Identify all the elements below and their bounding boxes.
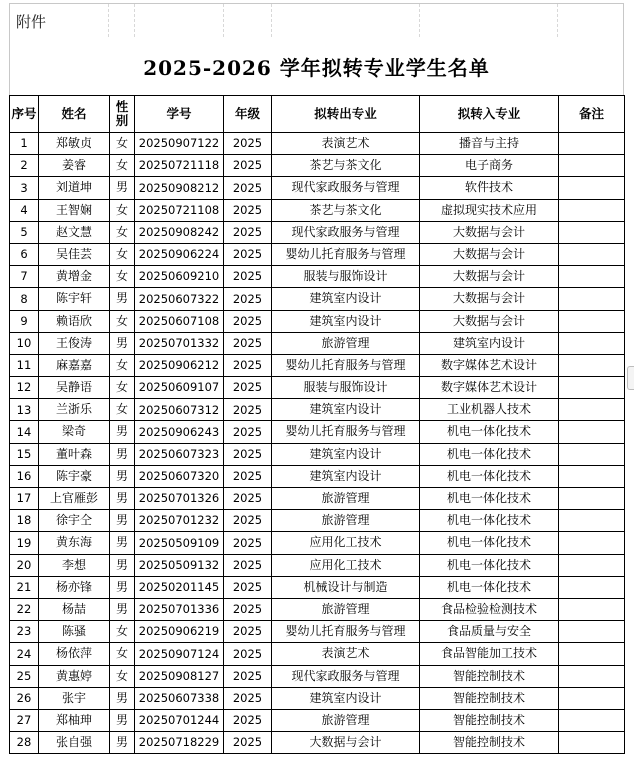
cell-gender: 女 xyxy=(110,643,135,665)
cell-grade: 2025 xyxy=(224,554,272,576)
cell-remark xyxy=(559,621,625,643)
cell-gender: 男 xyxy=(110,332,135,354)
table-row xyxy=(10,532,625,554)
cell-seq: 20 xyxy=(10,554,39,576)
cell-from-major: 建筑室内设计 xyxy=(272,310,420,332)
table-row xyxy=(10,621,625,643)
cell-grade: 2025 xyxy=(224,488,272,510)
cell-from-major: 婴幼儿托育服务与管理 xyxy=(272,421,420,443)
table-row xyxy=(10,665,625,687)
cell-remark xyxy=(559,332,625,354)
cell-name: 吴静语 xyxy=(39,377,110,399)
table-row xyxy=(10,133,625,155)
cell-seq: 13 xyxy=(10,399,39,421)
cell-gender: 男 xyxy=(110,554,135,576)
cell-name: 郑柚珅 xyxy=(39,709,110,731)
cell-grade: 2025 xyxy=(224,155,272,177)
cell-student-id: 20250908212 xyxy=(135,177,224,199)
spreadsheet-sheet xyxy=(9,3,624,754)
table-row xyxy=(10,554,625,576)
cell-name: 姜睿 xyxy=(39,155,110,177)
cell-remark xyxy=(559,310,625,332)
cell-to-major: 虚拟现实技术应用 xyxy=(420,199,559,221)
cell-to-major: 机电一体化技术 xyxy=(420,488,559,510)
table-row xyxy=(10,643,625,665)
cell-student-id: 20250509132 xyxy=(135,554,224,576)
annex-label: 附件 xyxy=(16,13,47,31)
cell-to-major: 播音与主持 xyxy=(420,133,559,155)
cell-grade: 2025 xyxy=(224,177,272,199)
cell-seq: 8 xyxy=(10,288,39,310)
cell-student-id: 20250607312 xyxy=(135,399,224,421)
cell-student-id: 20250701326 xyxy=(135,488,224,510)
cell-to-major: 机电一体化技术 xyxy=(420,421,559,443)
cell-seq: 19 xyxy=(10,532,39,554)
cell-gender: 女 xyxy=(110,377,135,399)
cell-seq: 15 xyxy=(10,443,39,465)
cell-student-id: 20250907122 xyxy=(135,133,224,155)
cell-seq: 23 xyxy=(10,621,39,643)
cell-grade: 2025 xyxy=(224,576,272,598)
cell-to-major: 软件技术 xyxy=(420,177,559,199)
cell-remark xyxy=(559,510,625,532)
cell-name: 李想 xyxy=(39,554,110,576)
cell-student-id: 20250906224 xyxy=(135,243,224,265)
cell-gender: 女 xyxy=(110,354,135,376)
cell-remark xyxy=(559,421,625,443)
cell-student-id: 20250908242 xyxy=(135,221,224,243)
cell-name: 上官雁彭 xyxy=(39,488,110,510)
cell-remark xyxy=(559,709,625,731)
cell-to-major: 食品检验检测技术 xyxy=(420,598,559,620)
cell-to-major: 智能控制技术 xyxy=(420,687,559,709)
cell-grade: 2025 xyxy=(224,665,272,687)
cell-gender: 女 xyxy=(110,221,135,243)
header-from-major: 拟转出专业 xyxy=(272,96,420,133)
cell-gridline xyxy=(108,4,109,37)
cell-name: 王智娴 xyxy=(39,199,110,221)
cell-to-major: 智能控制技术 xyxy=(420,732,559,754)
table-row xyxy=(10,354,625,376)
cell-remark xyxy=(559,377,625,399)
cell-grade: 2025 xyxy=(224,332,272,354)
table-row xyxy=(10,510,625,532)
cell-student-id: 20250701336 xyxy=(135,598,224,620)
cell-remark xyxy=(559,643,625,665)
table-row xyxy=(10,465,625,487)
cell-seq: 28 xyxy=(10,732,39,754)
cell-grade: 2025 xyxy=(224,133,272,155)
cell-seq: 1 xyxy=(10,133,39,155)
cell-gender: 男 xyxy=(110,177,135,199)
cell-gender: 男 xyxy=(110,532,135,554)
cell-from-major: 现代家政服务与管理 xyxy=(272,665,420,687)
cell-gridline xyxy=(557,4,558,37)
table-row xyxy=(10,687,625,709)
cell-seq: 18 xyxy=(10,510,39,532)
cell-name: 张自强 xyxy=(39,732,110,754)
header-to-major: 拟转入专业 xyxy=(420,96,559,133)
cell-to-major: 大数据与会计 xyxy=(420,266,559,288)
cell-gender: 女 xyxy=(110,155,135,177)
cell-to-major: 工业机器人技术 xyxy=(420,399,559,421)
cell-grade: 2025 xyxy=(224,643,272,665)
cell-name: 王俊涛 xyxy=(39,332,110,354)
table-row xyxy=(10,288,625,310)
table-row xyxy=(10,199,625,221)
cell-from-major: 建筑室内设计 xyxy=(272,443,420,465)
table-row xyxy=(10,488,625,510)
cell-name: 麻嘉嘉 xyxy=(39,354,110,376)
cell-seq: 14 xyxy=(10,421,39,443)
cell-from-major: 应用化工技术 xyxy=(272,554,420,576)
cell-name: 梁奇 xyxy=(39,421,110,443)
table-row xyxy=(10,421,625,443)
cell-from-major: 茶艺与茶文化 xyxy=(272,155,420,177)
cell-name: 张宇 xyxy=(39,687,110,709)
cell-from-major: 建筑室内设计 xyxy=(272,288,420,310)
cell-name: 杨亦锋 xyxy=(39,576,110,598)
cell-student-id: 20250607322 xyxy=(135,288,224,310)
cell-name: 刘道坤 xyxy=(39,177,110,199)
cell-name: 杨喆 xyxy=(39,598,110,620)
cell-from-major: 表演艺术 xyxy=(272,643,420,665)
cell-name: 兰浙乐 xyxy=(39,399,110,421)
cell-from-major: 茶艺与茶文化 xyxy=(272,199,420,221)
cell-grade: 2025 xyxy=(224,465,272,487)
cell-from-major: 建筑室内设计 xyxy=(272,399,420,421)
cell-remark xyxy=(559,598,625,620)
cell-to-major: 建筑室内设计 xyxy=(420,332,559,354)
cell-from-major: 表演艺术 xyxy=(272,133,420,155)
cell-grade: 2025 xyxy=(224,221,272,243)
cell-name: 赵文慧 xyxy=(39,221,110,243)
table-row xyxy=(10,266,625,288)
cell-student-id: 20250607320 xyxy=(135,465,224,487)
cell-grade: 2025 xyxy=(224,399,272,421)
cell-student-id: 20250721108 xyxy=(135,199,224,221)
cell-from-major: 婴幼儿托育服务与管理 xyxy=(272,354,420,376)
cell-from-major: 旅游管理 xyxy=(272,332,420,354)
cell-name: 黄增金 xyxy=(39,266,110,288)
cell-to-major: 机电一体化技术 xyxy=(420,554,559,576)
cell-student-id: 20250718229 xyxy=(135,732,224,754)
cell-gridline xyxy=(419,4,420,37)
cell-seq: 25 xyxy=(10,665,39,687)
cell-seq: 9 xyxy=(10,310,39,332)
cell-from-major: 婴幼儿托育服务与管理 xyxy=(272,243,420,265)
cell-gender: 男 xyxy=(110,510,135,532)
cell-remark xyxy=(559,443,625,465)
cell-gender: 男 xyxy=(110,421,135,443)
cell-gridline xyxy=(134,4,135,37)
cell-to-major: 大数据与会计 xyxy=(420,288,559,310)
cell-remark xyxy=(559,199,625,221)
cell-gender: 女 xyxy=(110,310,135,332)
header-student-id: 学号 xyxy=(135,96,224,133)
cell-name: 赖语欣 xyxy=(39,310,110,332)
cell-student-id: 20250906212 xyxy=(135,354,224,376)
cell-name: 陈骚 xyxy=(39,621,110,643)
cell-from-major: 现代家政服务与管理 xyxy=(272,221,420,243)
cell-name: 杨依萍 xyxy=(39,643,110,665)
cell-to-major: 机电一体化技术 xyxy=(420,510,559,532)
cell-grade: 2025 xyxy=(224,199,272,221)
cell-name: 陈宇轩 xyxy=(39,288,110,310)
cell-seq: 21 xyxy=(10,576,39,598)
cell-remark xyxy=(559,399,625,421)
cell-student-id: 20250609210 xyxy=(135,266,224,288)
cell-student-id: 20250701332 xyxy=(135,332,224,354)
cell-grade: 2025 xyxy=(224,732,272,754)
cell-gender: 男 xyxy=(110,465,135,487)
cell-from-major: 应用化工技术 xyxy=(272,532,420,554)
cell-grade: 2025 xyxy=(224,377,272,399)
table-row xyxy=(10,732,625,754)
cell-seq: 26 xyxy=(10,687,39,709)
cell-gender: 男 xyxy=(110,576,135,598)
header-gender: 性别 xyxy=(110,96,135,133)
cell-to-major: 食品质量与安全 xyxy=(420,621,559,643)
cell-name: 董叶森 xyxy=(39,443,110,465)
cell-remark xyxy=(559,288,625,310)
header-name: 姓名 xyxy=(39,96,110,133)
cell-gender: 男 xyxy=(110,687,135,709)
cell-grade: 2025 xyxy=(224,443,272,465)
table-row xyxy=(10,709,625,731)
cell-remark xyxy=(559,687,625,709)
cell-seq: 22 xyxy=(10,598,39,620)
cell-remark xyxy=(559,155,625,177)
cell-student-id: 20250607338 xyxy=(135,687,224,709)
cell-seq: 5 xyxy=(10,221,39,243)
cell-student-id: 20250908127 xyxy=(135,665,224,687)
cell-to-major: 大数据与会计 xyxy=(420,243,559,265)
cell-gender: 女 xyxy=(110,665,135,687)
cell-student-id: 20250607108 xyxy=(135,310,224,332)
cell-remark xyxy=(559,488,625,510)
cell-grade: 2025 xyxy=(224,510,272,532)
cell-from-major: 大数据与会计 xyxy=(272,732,420,754)
cell-name: 陈宇豪 xyxy=(39,465,110,487)
table-row xyxy=(10,243,625,265)
cell-gridline xyxy=(271,4,272,37)
table-row xyxy=(10,310,625,332)
cell-from-major: 婴幼儿托育服务与管理 xyxy=(272,621,420,643)
cell-seq: 4 xyxy=(10,199,39,221)
cell-gender: 男 xyxy=(110,288,135,310)
table-row xyxy=(10,377,625,399)
cell-gender: 女 xyxy=(110,266,135,288)
cell-grade: 2025 xyxy=(224,243,272,265)
cell-seq: 7 xyxy=(10,266,39,288)
cell-from-major: 机械设计与制造 xyxy=(272,576,420,598)
cell-to-major: 大数据与会计 xyxy=(420,310,559,332)
cell-student-id: 20250907124 xyxy=(135,643,224,665)
cell-gender: 男 xyxy=(110,709,135,731)
cell-grade: 2025 xyxy=(224,709,272,731)
cell-from-major: 服装与服饰设计 xyxy=(272,266,420,288)
cell-gridline xyxy=(223,4,224,37)
cell-student-id: 20250721118 xyxy=(135,155,224,177)
annex-row xyxy=(9,3,624,37)
cell-gender: 男 xyxy=(110,443,135,465)
cell-gender: 女 xyxy=(110,199,135,221)
cell-remark xyxy=(559,354,625,376)
cell-remark xyxy=(559,576,625,598)
cell-remark xyxy=(559,465,625,487)
cell-grade: 2025 xyxy=(224,288,272,310)
cell-to-major: 机电一体化技术 xyxy=(420,532,559,554)
table-row xyxy=(10,598,625,620)
document-title: 2025-2026 学年拟转专业学生名单 xyxy=(143,55,490,80)
cell-from-major: 服装与服饰设计 xyxy=(272,377,420,399)
cell-remark xyxy=(559,243,625,265)
cell-seq: 6 xyxy=(10,243,39,265)
header-grade: 年级 xyxy=(224,96,272,133)
cell-gender: 女 xyxy=(110,243,135,265)
cell-remark xyxy=(559,177,625,199)
table-row xyxy=(10,576,625,598)
cell-seq: 3 xyxy=(10,177,39,199)
cell-remark xyxy=(559,554,625,576)
cell-student-id: 20250607323 xyxy=(135,443,224,465)
cell-gender: 男 xyxy=(110,488,135,510)
cell-student-id: 20250201145 xyxy=(135,576,224,598)
cell-student-id: 20250906243 xyxy=(135,421,224,443)
cell-from-major: 建筑室内设计 xyxy=(272,687,420,709)
cell-student-id: 20250509109 xyxy=(135,532,224,554)
cell-grade: 2025 xyxy=(224,532,272,554)
cell-name: 黄东海 xyxy=(39,532,110,554)
cell-seq: 2 xyxy=(10,155,39,177)
cell-name: 郑敏贞 xyxy=(39,133,110,155)
cell-grade: 2025 xyxy=(224,621,272,643)
cell-from-major: 旅游管理 xyxy=(272,488,420,510)
cell-name: 徐宇仝 xyxy=(39,510,110,532)
student-transfer-table xyxy=(9,95,625,754)
table-row xyxy=(10,155,625,177)
cell-gender: 女 xyxy=(110,133,135,155)
table-header-row xyxy=(10,96,625,133)
cell-grade: 2025 xyxy=(224,598,272,620)
table-row xyxy=(10,177,625,199)
cell-grade: 2025 xyxy=(224,421,272,443)
table-row xyxy=(10,399,625,421)
cell-remark xyxy=(559,266,625,288)
cell-from-major: 旅游管理 xyxy=(272,510,420,532)
cell-student-id: 20250701244 xyxy=(135,709,224,731)
cell-seq: 10 xyxy=(10,332,39,354)
cell-name: 黄惠婷 xyxy=(39,665,110,687)
cell-to-major: 机电一体化技术 xyxy=(420,443,559,465)
cell-gender: 女 xyxy=(110,399,135,421)
cell-seq: 16 xyxy=(10,465,39,487)
sidebar-toggle-handle[interactable] xyxy=(627,366,634,390)
cell-student-id: 20250701232 xyxy=(135,510,224,532)
cell-from-major: 建筑室内设计 xyxy=(272,465,420,487)
cell-seq: 11 xyxy=(10,354,39,376)
cell-grade: 2025 xyxy=(224,354,272,376)
cell-gender: 男 xyxy=(110,732,135,754)
cell-grade: 2025 xyxy=(224,310,272,332)
cell-name: 吴佳芸 xyxy=(39,243,110,265)
cell-grade: 2025 xyxy=(224,687,272,709)
cell-remark xyxy=(559,532,625,554)
cell-seq: 12 xyxy=(10,377,39,399)
table-row xyxy=(10,332,625,354)
title-row xyxy=(9,37,624,95)
cell-remark xyxy=(559,732,625,754)
cell-student-id: 20250609107 xyxy=(135,377,224,399)
cell-to-major: 数字媒体艺术设计 xyxy=(420,377,559,399)
cell-from-major: 旅游管理 xyxy=(272,598,420,620)
cell-remark xyxy=(559,665,625,687)
cell-student-id: 20250906219 xyxy=(135,621,224,643)
cell-to-major: 食品智能加工技术 xyxy=(420,643,559,665)
cell-to-major: 机电一体化技术 xyxy=(420,465,559,487)
cell-seq: 17 xyxy=(10,488,39,510)
cell-remark xyxy=(559,221,625,243)
cell-to-major: 大数据与会计 xyxy=(420,221,559,243)
cell-gender: 男 xyxy=(110,598,135,620)
cell-to-major: 智能控制技术 xyxy=(420,665,559,687)
cell-to-major: 机电一体化技术 xyxy=(420,576,559,598)
cell-to-major: 电子商务 xyxy=(420,155,559,177)
cell-remark xyxy=(559,133,625,155)
cell-from-major: 旅游管理 xyxy=(272,709,420,731)
header-seq: 序号 xyxy=(10,96,39,133)
cell-grade: 2025 xyxy=(224,266,272,288)
cell-from-major: 现代家政服务与管理 xyxy=(272,177,420,199)
table-row xyxy=(10,443,625,465)
header-remark: 备注 xyxy=(559,96,625,133)
cell-gender: 女 xyxy=(110,621,135,643)
cell-seq: 24 xyxy=(10,643,39,665)
table-row xyxy=(10,221,625,243)
cell-seq: 27 xyxy=(10,709,39,731)
cell-to-major: 智能控制技术 xyxy=(420,709,559,731)
cell-to-major: 数字媒体艺术设计 xyxy=(420,354,559,376)
